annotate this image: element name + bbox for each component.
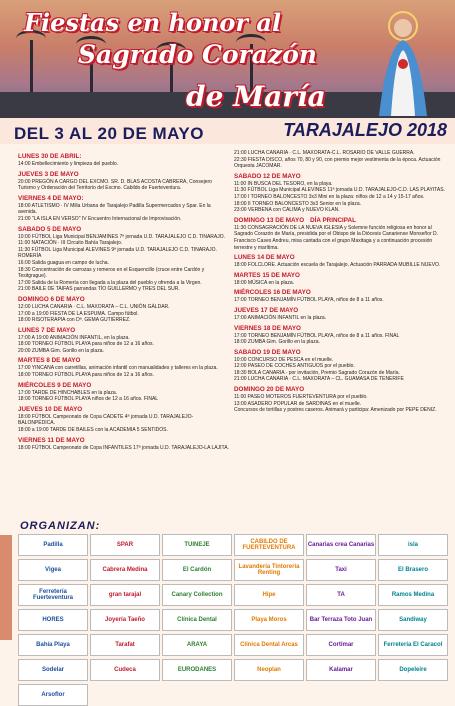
program-event: 10:00 FÚTBOL Liga Municipal BENJAMINES 7ª jornada U.D. TARAJALEJO C.D. TINARAJO. — [18, 233, 226, 240]
program-event: 11:00 NATACIÓN · III Circuito Bahía Tarajalejo. — [18, 240, 123, 247]
day-label: VIERNES 18 DE MAYO — [234, 324, 301, 332]
program-event: 21:00 LUCHA CANARIA · C.L. MAXORATA-C.L. ROSARIO DE VALLE GUERRA. — [234, 150, 415, 156]
sponsor-logo: Ferretería Fuerteventura — [18, 584, 88, 606]
sponsor-logo: TA — [306, 584, 376, 606]
program-day-heading — [18, 296, 230, 303]
program-event: 18:00 TORNEO FÚTBOL PLAYA para niños de 12 a 16 años. — [18, 372, 154, 379]
day-label: JUEVES 17 DE MAYO — [234, 306, 299, 314]
sponsor-logo: EURODANES — [162, 659, 232, 681]
sponsor-logo: Tarafat — [90, 634, 160, 656]
sponsor-logo: Cortimar — [306, 634, 376, 656]
day-label: VIERNES 4 DE MAYO: — [18, 194, 84, 202]
day-label: SABADO 19 DE MAYO — [234, 348, 301, 356]
program-event: 17:00 TORNEO BENJAMÍN FÚTBOL PLAYA, niños de 8 a 11 años. — [234, 297, 384, 304]
sponsor-logo: Arsoflor — [18, 684, 88, 706]
program-event: 18:00 FOLCLORE. Actuación escuela de Tarajalejo. Actuación PARRADA MUBILLE NUEVO. — [234, 262, 441, 269]
sponsor-logo: SPAR — [90, 534, 160, 556]
program-event: 18:00 a 19:00 TARDE DE BAILES con la ACADEMIA 5 SENTIDOS. — [18, 427, 168, 434]
program-day-heading — [18, 171, 230, 178]
day-label: LUNES 30 DE ABRIL: — [18, 153, 82, 160]
program-event: 12:00 LUCHA CANARIA · C.L. MAXORATA – C.L. UNIÓN GÁLDAR. — [18, 303, 170, 310]
program-event: 11:30 CONSAGRACIÓN DE LA NUEVA IGLESIA y Solemne función religiosa en honor al Sagrado Corazón de María, presidida por el Obispo de la Diócesis Canariense Monseñor D. Francisco Cases Andreu, misa cantada con el grupo Maxitaga y a continuación procesión terrestre y marítima. — [234, 224, 438, 251]
sponsor-logo: Cudeca — [90, 659, 160, 681]
sponsor-logo: HORES — [18, 609, 88, 631]
program-event: 18:00 II TORNEO BALONCESTO 3x3 Senior en la plaza. — [234, 200, 362, 207]
program-event: 23:00 VERBENA con CALIMA y NUEVO KLAN. — [234, 207, 340, 214]
program-left-column — [18, 150, 230, 451]
day-subtitle: DÍA PRINCIPAL — [310, 216, 356, 224]
day-label: MIÉRCOLES 9 DE MAYO — [18, 381, 92, 389]
program-event: 21:00 "LA ISLA EN VERSO" IV Encuentro Internacional de Improvisación. — [18, 215, 182, 222]
program-day-heading — [234, 386, 446, 393]
program-event: 11:00 IN BUSCA DEL TESORO, en la playa. — [234, 180, 333, 187]
sponsor-logo: TUINEJE — [162, 534, 232, 556]
program-day-heading — [18, 437, 230, 444]
program-event: 18:30 Concentración de carrozas y romeros en el Esquencillo (cruce entre Cardón y Tesitgrague). — [18, 266, 205, 280]
program-event: 17:00 TARDE DE HINCHABLES en la plaza. — [18, 389, 118, 396]
program-event: 20:00 ZUMBA Gim. Gorillo en la plaza. — [18, 347, 104, 354]
program-section — [0, 146, 455, 522]
program-event: 11:30 FÚTBOL Liga Municipal ALEVINES 11ª jornada U.D. TARAJALEJO-C.D. LAS PLAYITAS. — [234, 187, 445, 194]
day-label: SABADO 5 DE MAYO — [18, 225, 82, 233]
title-line-3: de María — [186, 80, 326, 113]
program-event: 17:00 a 19:00 FIESTA DE LA ESPUMA. Campo fútbol. — [18, 310, 139, 317]
virgin-mary-image — [357, 6, 449, 116]
sponsor-logo: Lavandería Tintorería Renting — [234, 559, 304, 581]
day-label: DOMINGO 20 DE MAYO — [234, 386, 305, 394]
program-event: 17:00 Salida de la Romería con llegada a la plaza del pueblo y ofrenda a la Virgen. — [18, 279, 202, 286]
sponsor-strip — [0, 535, 12, 640]
sponsor-logo: El Cardón — [162, 559, 232, 581]
program-day-heading — [18, 406, 230, 413]
program-day-heading — [234, 254, 446, 261]
program-event: 18:30 BOLA CANARIA · por invitación, Premio Sagrado Corazón de María. — [234, 369, 400, 376]
program-event: 18:00 ATLETISMO · IV Milla Urbana de Tarajalejo Padilla Supermercados y Spar. En la avenida. — [18, 202, 211, 216]
sponsor-logo: CABILDO DE FUERTEVENTURA — [234, 534, 304, 556]
sponsor-logo: Clínica Dental — [162, 609, 232, 631]
program-day-heading — [234, 173, 446, 180]
day-label: DOMINGO 6 DE MAYO — [18, 295, 85, 303]
program-day-heading — [234, 325, 446, 332]
program-event: 21:00 BAILE DE TAIFAS parrandas TÍO GUILLERMO y TRES DEL SUR. — [18, 286, 180, 293]
program-event: 17:00 A 19:00 ANIMACIÓN INFANTIL, en la plaza. — [18, 334, 130, 341]
program-event: 18:00 FÚTBOL Campeonato de Copa CADETE 4ª jornada U.D. TARAJALEJO-BALONPÉDICA. — [18, 413, 194, 427]
festival-place: TARAJALEJO 2018 — [283, 120, 447, 140]
program-event: 11:30 FÚTBOL Liga Municipal ALEVINES 9ª jornada U.D. TARAJALEJO C.D. TINARAJO. — [18, 246, 217, 253]
program-event: 17:00 I TORNEO BALONCESTO 3x3 Mini en la plaza: niños de 12 a 14 y 15-17 años. — [234, 193, 425, 200]
sponsor-logo: Taxi — [306, 559, 376, 581]
day-label: LUNES 14 DE MAYO — [234, 254, 295, 262]
sponsor-logo: Playa Moros — [234, 609, 304, 631]
program-event: Concursos de tortillas y postres caseros. Animará y participa: Amenizado por PEPE DENIZ. — [234, 407, 437, 414]
program-event: 22:30 FIESTA DISCO, años 70, 80 y 90, con premio mejor vestimenta de la época. Actuación Orquesta JACOMAR. — [234, 156, 441, 170]
program-day-heading — [234, 217, 446, 224]
program-day-heading — [18, 226, 230, 233]
program-event: 18:00 RISOTERAPIA con Dª. GEMA GUTIÉRREZ. — [18, 317, 131, 324]
sponsor-logo: Neoplan — [234, 659, 304, 681]
sponsor-logo: Padilla — [18, 534, 88, 556]
program-day-heading — [234, 272, 446, 279]
program-event: 20:00 PREGÓN A CARGO DEL EXCMO. SR. D. BLAS ACOSTA CABRERA, Consejero Turismo y Ordenación del Territorio del Excmo. Cabildo de Fuerteventura. — [18, 178, 212, 192]
sponsor-logo: Canarias crea Canarias — [306, 534, 376, 556]
program-day-heading — [18, 153, 230, 160]
program-event: 14:00 Embellecimiento y limpieza del pueblo. — [18, 161, 119, 167]
sponsor-logo: Ferretería El Caracol — [378, 634, 448, 656]
sponsor-logo: Sodelar — [18, 659, 88, 681]
sponsor-logo: Ramos Medina — [378, 584, 448, 606]
day-label: MARTES 8 DE MAYO — [18, 357, 81, 365]
organizers-heading: ORGANIZAN: — [20, 520, 101, 532]
sponsor-logo: Vigea — [18, 559, 88, 581]
sponsor-logo: Clínica Dental Arcas — [234, 634, 304, 656]
program-day-heading — [18, 382, 230, 389]
program-event: 17:00 ANIMACIÓN INFANTIL en la plaza. — [234, 314, 327, 321]
sponsor-logo: Kalamar — [306, 659, 376, 681]
sponsor-logo: Bar Terraza Toto Juan — [306, 609, 376, 631]
palm-tree — [30, 40, 33, 100]
program-event: 16:00 Salida guagua en campo de lucha. — [18, 259, 109, 266]
day-label: JUEVES 3 DE MAYO — [18, 170, 79, 178]
sponsor-logo: Cabrera Medina — [90, 559, 160, 581]
sponsor-logo: Canary Collection — [162, 584, 232, 606]
sponsor-logo: gran tarajal — [90, 584, 160, 606]
program-event: 13:00 ASADERO POPULAR de SARDINAS en el muelle. — [234, 400, 362, 407]
program-event: 21:00 LUCHA CANARIA · C.L. MAXORATA – CL. GUAMASA DE TENERIFE — [234, 376, 404, 383]
day-label: VIERNES 11 DE MAYO — [18, 436, 85, 444]
program-event: 18:00 FÚTBOL Campeonato de Copa INFANTILES 17ª jornada U.D. TARAJALEJO-LA LAJITA. — [18, 444, 229, 451]
sponsor-logo: Sandiway — [378, 609, 448, 631]
program-event: 12:00 PASEO DE COCHES ANTIGUOS por el pueblo. — [234, 363, 355, 370]
program-right-column — [234, 150, 446, 414]
title-line-2: Sagrado Corazón — [78, 40, 317, 69]
program-event: 10:00 CONCURSO DE PESCA en el muelle. — [234, 356, 334, 363]
day-label: MARTES 15 DE MAYO — [234, 271, 300, 279]
program-event: 17:00 YINCANA con carretillas, animación infantil con manualidades y talleres en la plaza. — [18, 365, 218, 372]
program-event: 18:00 ZUMBA Gim. Gorillo en la plaza. — [234, 339, 320, 346]
sponsor-logo: ARAYA — [162, 634, 232, 656]
program-event: 18:00 MÚSICA en la plaza. — [234, 279, 295, 286]
program-event: 17:00 TORNEO BENJAMÍN FÚTBOL PLAYA, niños de 8 a 11 años. FINAL — [234, 332, 400, 339]
sponsor-logo: Dopeleire — [378, 659, 448, 681]
sponsor-logo: Bahía Playa — [18, 634, 88, 656]
day-label: JUEVES 10 DE MAYO — [18, 405, 83, 413]
program-event: 11:00 PASEO MOTEROS FUERTEVENTURA por el pueblo. — [234, 394, 368, 401]
day-label: LUNES 7 DE MAYO — [18, 326, 76, 334]
day-label: MIÉRCOLES 16 DE MAYO — [234, 289, 311, 297]
sponsor-logo: isla — [378, 534, 448, 556]
poster-header — [0, 0, 455, 118]
program-day-heading — [18, 327, 230, 334]
festival-dates: DEL 3 AL 20 DE MAYO — [14, 124, 204, 143]
program-event: ROMERÍA — [18, 253, 42, 260]
day-label: DOMINGO 13 DE MAYO — [234, 216, 305, 224]
program-day-heading — [234, 307, 446, 314]
program-event: 18:00 TORNEO FÚTBOL PLAYA niños de 12 a 16 años. FINAL — [18, 396, 159, 403]
day-label: SABADO 12 DE MAYO — [234, 172, 301, 180]
program-day-heading — [18, 357, 230, 364]
sponsor-logo: Joyería Taeño — [90, 609, 160, 631]
program-day-heading — [18, 195, 230, 202]
program-event: 18:00 TORNEO FÚTBOL PLAYA para niños de 12 a 16 años. — [18, 341, 154, 348]
program-day-heading — [234, 289, 446, 296]
title-line-1: Fiestas en honor al — [24, 8, 282, 37]
sponsor-logo: El Brasero — [378, 559, 448, 581]
program-day-heading — [234, 349, 446, 356]
sponsor-logo: Hipe — [234, 584, 304, 606]
